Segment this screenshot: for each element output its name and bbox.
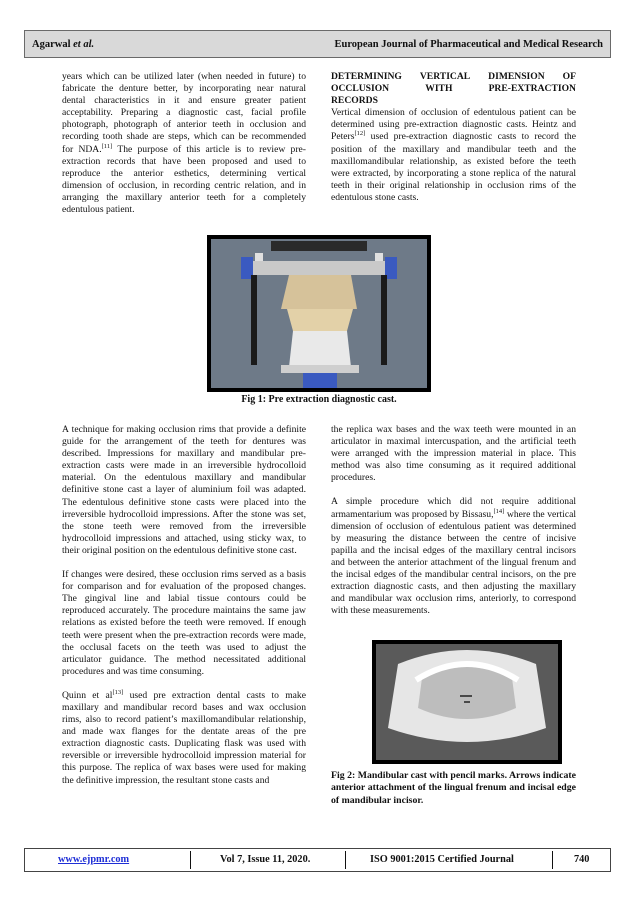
figure-1-caption: Fig 1: Pre extraction diagnostic cast.	[241, 394, 397, 405]
citation[interactable]: [11]	[101, 142, 113, 150]
citation[interactable]: [13]	[112, 688, 124, 696]
paragraph: the replica wax bases and the wax teeth were mounted in an articulator in maximal intercuspation, and the artificial teeth were arranged with the impression material in place. This method was also time consuming as it required additional procedures.	[331, 424, 576, 484]
column-right-bottom	[331, 424, 576, 629]
section-heading-line2: OCCLUSION WITH PRE-EXTRACTION	[331, 83, 576, 95]
figure-2-caption: Fig 2: Mandibular cast with pencil marks. Arrows indicate anterior attachment of the lingual frenum and incisal edge of mandibular incisor.	[331, 770, 576, 806]
section-heading: DETERMINING VERTICAL DIMENSION OF	[331, 71, 576, 82]
footer-divider	[190, 851, 191, 869]
header-journal: European Journal of Pharmaceutical and Medical Research	[334, 38, 603, 50]
running-header	[24, 30, 611, 58]
figure-2-image	[372, 640, 562, 764]
footer-volume: Vol 7, Issue 11, 2020.	[220, 854, 311, 865]
citation[interactable]: [14]	[493, 507, 505, 515]
column-left-top	[62, 71, 306, 228]
column-right-top	[331, 71, 576, 216]
paragraph: If changes were desired, these occlusion rims served as a basis for comparison and for evaluation of the proposed changes. The gingival line and labial tissue contours could be reproduced accurately. The procedure maintains the same jaw relations as existed before the teeth were removed. If enough teeth were present when the pre-extraction records were made, the occlusal facets on the teeth was used to adjust the articulator guidance. The method necessitated additional procedures and was time consuming.	[62, 569, 306, 677]
page-footer	[24, 848, 611, 872]
paragraph: Quinn et al[13] used pre extraction dental casts to make maxillary and mandibular record bases and wax occlusion rims, also to record patient’s maxillomandibular relationship, and made wax flanges for the dentate areas of the pre extraction diagnostic casts. Duplicating flask was used with reversible or irreversible hydrocolloid impression material for this purpose. The replica of wax bases were used for making the definitive impression, the resultant stone casts and	[62, 688, 306, 786]
footer-iso: ISO 9001:2015 Certified Journal	[370, 854, 514, 865]
citation[interactable]: [12]	[354, 130, 366, 138]
paragraph: years which can be utilized later (when needed in future) to fabricate the denture better, by incorporating near natural dental characteristics in it and ensure greater patient acceptability. Preparing a diagnostic cast, facial profile photograph, photograph of anterior teeth in occlusion and recording tooth shade are steps, which can be recommended for NDA.[11] The purpose of this article is to review pre-extraction records that have been proposed and used to reproduce the anterior esthetics, determining vertical dimension of occlusion, in recording centric relation, and in arranging the maxillary anterior teeth for a completely edentulous patient.	[62, 71, 306, 216]
figure-1-image	[207, 235, 431, 392]
header-author: Agarwal et al.	[32, 38, 95, 50]
section-heading-line3: RECORDS	[331, 95, 378, 107]
page-number: 740	[574, 854, 590, 865]
paragraph: A simple procedure which did not require additional armamentarium was proposed by Bissasu,[14] where the vertical dimension of occlusion of edentulous patient was determined by measuring the distance between the centre of incisive papilla and the incisal edges of the maxillary central incisors and between the anterior attachment of the lingual frenum and the incisal edges of the mandibular central incisors, on the pre extraction diagnostic casts, and then adjusting the maxillary and mandibular wax occlusion rims, anteriorly, to correspond with these measurements.	[331, 496, 576, 617]
journal-website-link[interactable]: www.ejpmr.com	[58, 854, 130, 865]
column-left-bottom	[62, 424, 306, 799]
articulator-cast-illustration	[211, 239, 427, 388]
mandibular-cast-illustration	[376, 644, 558, 760]
paragraph: Vertical dimension of occlusion of edentulous patient can be determined using pre-extraction diagnostic casts. Heintz and Peters[12] used pre-extraction diagnostic casts to record the position of the maxillary and mandibular teeth and the maxillomandibular relationship, as existed before the teeth were extracted, by incorporating a stone replica of the natural teeth in their original relationship in occlusion rims of the edentulous stone casts.	[331, 107, 576, 203]
footer-divider	[552, 851, 553, 869]
footer-divider	[345, 851, 346, 869]
paragraph: A technique for making occlusion rims that provide a definite guide for the arrangement of the teeth for dentures was described. Impressions for maxillary and mandibular pre-extraction casts were made in an irreversible hydrocolloid material. On the edentulous maxillary and mandibular definitive stone cast a layer of aluminium foil was adapted. The edentulous definitive stone casts were placed into the irreversible hydrocolloid impressions. After the stone was set, the stone teeth were removed from the irreversible hydrocolloid impressions and attached, using sticky wax, to their original position on the edentulous definitive stone cast.	[62, 424, 306, 556]
